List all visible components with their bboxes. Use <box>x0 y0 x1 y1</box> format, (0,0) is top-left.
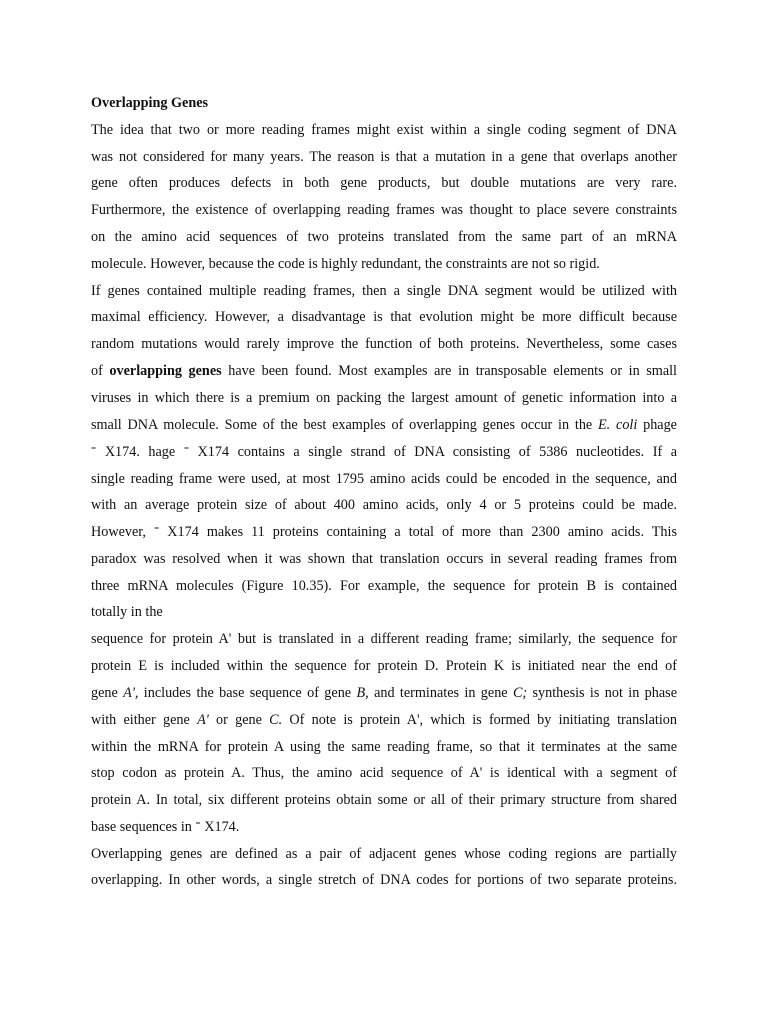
italic-term: A', <box>123 685 139 701</box>
paragraph-line: molecule. However, because the code is highly redundant, the constraints are not so rigid. <box>91 256 600 272</box>
italic-term: C. <box>269 712 283 728</box>
paragraph-line: stop codon as protein A. Thus, the amino acid sequence of A' is identical with a segment of <box>91 765 677 781</box>
phi-symbol: ⁼ <box>183 445 190 456</box>
paragraph-line: small DNA molecule. Some of the best examples of overlapping genes occur in the E. coli phage <box>91 417 677 433</box>
paragraph-line: overlapping. In other words, a single stretch of DNA codes for portions of two separate proteins. <box>91 872 677 888</box>
paragraph-line: gene often produces defects in both gene products, but double mutations are very rare. <box>91 175 677 191</box>
paragraph-line: on the amino acid sequences of two proteins translated from the same part of an mRNA <box>91 229 677 245</box>
italic-term: B, <box>356 685 369 701</box>
italic-term: C; <box>512 685 528 701</box>
italic-term: E. coli <box>598 417 638 433</box>
paragraph-line: The idea that two or more reading frames might exist within a single coding segment of DNA <box>91 122 677 138</box>
paragraph-line: sequence for protein A' but is translated in a different reading frame; similarly, the sequence for <box>91 631 677 647</box>
paragraph-line: protein E is included within the sequence for protein D. Protein K is initiated near the end of <box>91 658 677 674</box>
paragraph-line: viruses in which there is a premium on packing the largest amount of genetic information into a <box>91 390 677 406</box>
paragraph-line: was not considered for many years. The reason is that a mutation in a gene that overlaps another <box>91 149 677 165</box>
paragraph-line: However, ⁼ X174 makes 11 proteins containing a total of more than 2300 amino acids. This <box>91 524 677 540</box>
phi-symbol: ⁼ <box>91 445 97 456</box>
paragraph-line: Overlapping genes are defined as a pair of adjacent genes whose coding regions are partially <box>91 846 677 862</box>
paragraph-line: with an average protein size of about 400 amino acids, only 4 or 5 proteins could be made. <box>91 497 677 513</box>
paragraph-line: maximal efficiency. However, a disadvantage is that evolution might be more difficult because <box>91 309 677 325</box>
paragraph-line: If genes contained multiple reading frames, then a single DNA segment would be utilized with <box>91 283 677 299</box>
paragraph-line: gene A', includes the base sequence of gene B, and terminates in gene C; synthesis is not in phase <box>91 685 677 701</box>
key-term: overlapping genes <box>109 363 222 379</box>
phi-symbol: ⁼ <box>154 525 160 536</box>
paragraph-line: Furthermore, the existence of overlapping reading frames was thought to place severe constraints <box>91 202 677 218</box>
phi-symbol: ⁼ <box>195 820 201 831</box>
italic-term: A' <box>197 712 209 728</box>
paragraph-line: single reading frame were used, at most 1795 amino acids could be encoded in the sequence, and <box>91 471 677 487</box>
paragraph-line: totally in the <box>91 604 163 620</box>
paragraph-line: base sequences in ⁼ X174. <box>91 819 240 835</box>
paragraph-line: three mRNA molecules (Figure 10.35). For example, the sequence for protein B is contained <box>91 578 677 594</box>
document-title: Overlapping Genes <box>91 95 209 111</box>
paragraph-line: random mutations would rarely improve the function of both proteins. Nevertheless, some cases <box>91 336 677 352</box>
paragraph-line: with either gene A' or gene C. Of note is protein A', which is formed by initiating translation <box>91 712 677 728</box>
paragraph-line: of overlapping genes have been found. Most examples are in transposable elements or in small <box>91 363 677 379</box>
paragraph-line: within the mRNA for protein A using the same reading frame, so that it terminates at the same <box>91 739 677 755</box>
paragraph-line: ⁼ X174. hage ⁼ X174 contains a single strand of DNA consisting of 5386 nucleotides. If a <box>91 444 677 460</box>
paragraph-line: paradox was resolved when it was shown that translation occurs in several reading frames from <box>91 551 677 567</box>
paragraph-line: protein A. In total, six different proteins obtain some or all of their primary structure from shared <box>91 792 677 808</box>
